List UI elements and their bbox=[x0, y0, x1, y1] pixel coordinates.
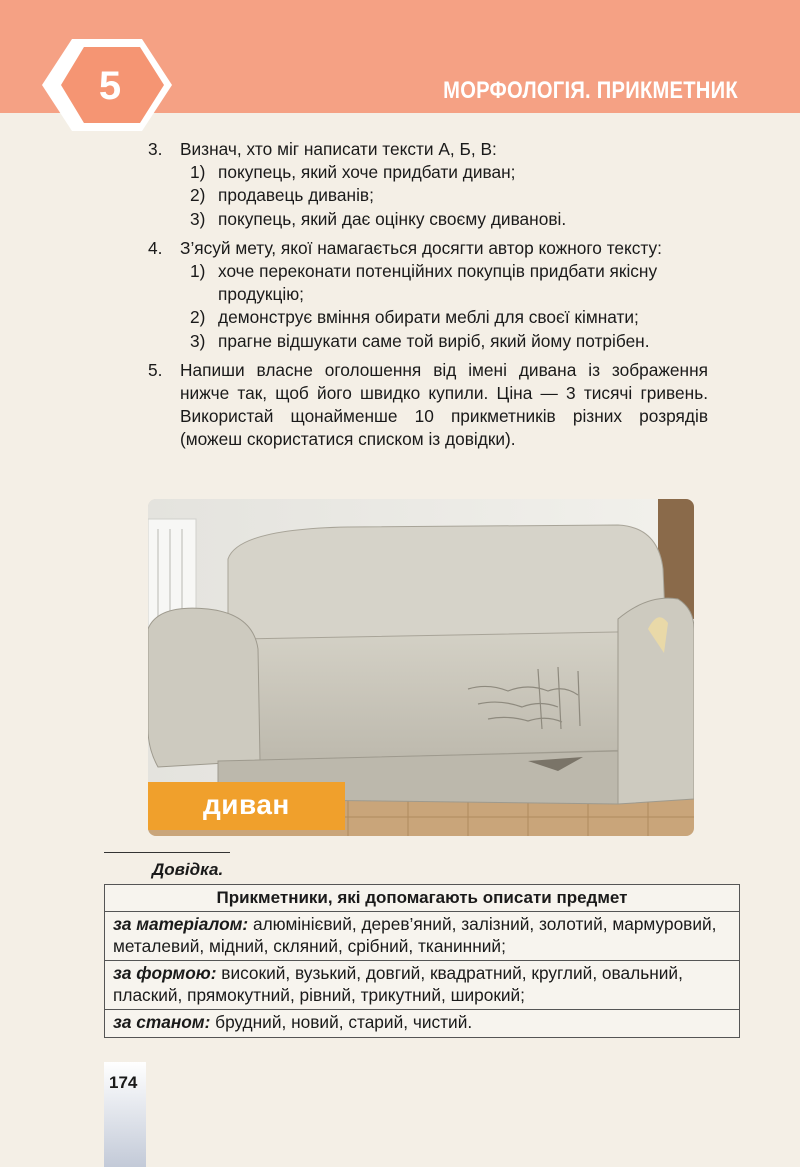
task-subitem: 3) прагне відшукати саме той виріб, який йому потрібен. bbox=[190, 330, 650, 351]
page-number: 174 bbox=[109, 1073, 138, 1092]
task-number: 5. bbox=[148, 359, 163, 380]
task-list bbox=[148, 138, 708, 458]
chapter-badge bbox=[40, 37, 174, 133]
task-4 bbox=[148, 237, 708, 353]
task-3 bbox=[148, 138, 708, 231]
reference-title: Довідка. bbox=[152, 860, 224, 879]
chapter-number: 5 bbox=[98, 64, 122, 108]
task-subitem: 2) продавець диванів; bbox=[190, 185, 374, 206]
reference-row-material: за матеріалом: алюмінієвий, дерев’яний, залізний, золотий, мармуровий, металевий, мідний, скляний, срібний, тканинний; bbox=[105, 912, 739, 961]
reference-table-header: Прикметники, які допомагають описати предмет bbox=[105, 885, 739, 912]
task-text: Визнач, хто міг написати тексти А, Б, В: bbox=[180, 139, 497, 159]
task-subitem: 1) хоче переконати потенційних покупців придбати якісну продукцію; bbox=[190, 261, 658, 305]
hexagon-badge-icon bbox=[40, 37, 174, 133]
task-number: 4. bbox=[148, 237, 163, 258]
reference-divider bbox=[104, 852, 230, 853]
section-title: МОРФОЛОГІЯ. ПРИКМЕТНИК bbox=[443, 77, 738, 104]
photo-label: диван bbox=[148, 782, 345, 830]
task-subitem: 2) демонструє вміння обирати меблі для своєї кімнати; bbox=[190, 307, 639, 328]
task-number: 3. bbox=[148, 139, 163, 159]
reference-row-condition: за станом: брудний, новий, старий, чистий. bbox=[113, 1012, 473, 1032]
reference-row-shape: за формою: високий, вузький, довгий, квадратний, круглий, овальний, плаский, прямокутний, рівний, трикутний, широкий; bbox=[105, 961, 739, 1010]
task-5 bbox=[148, 359, 708, 452]
task-subitem: 1) покупець, який хоче придбати диван; bbox=[190, 162, 516, 183]
task-text: З’ясуй мету, якої намагається досягти автор кожного тексту: bbox=[180, 237, 662, 258]
task-text: Напиши власне оголошення від імені дивана із зображення нижче так, щоб його швидко купили. Ціна — 3 тисячі гривень. Використай щонайменше 10 прикметників різних розрядів (можеш скористатися списком із довідки). bbox=[180, 359, 708, 450]
reference-table bbox=[104, 884, 740, 1038]
sofa-photo bbox=[148, 499, 694, 836]
task-subitem: 3) покупець, який дає оцінку своєму диванові. bbox=[190, 208, 567, 229]
